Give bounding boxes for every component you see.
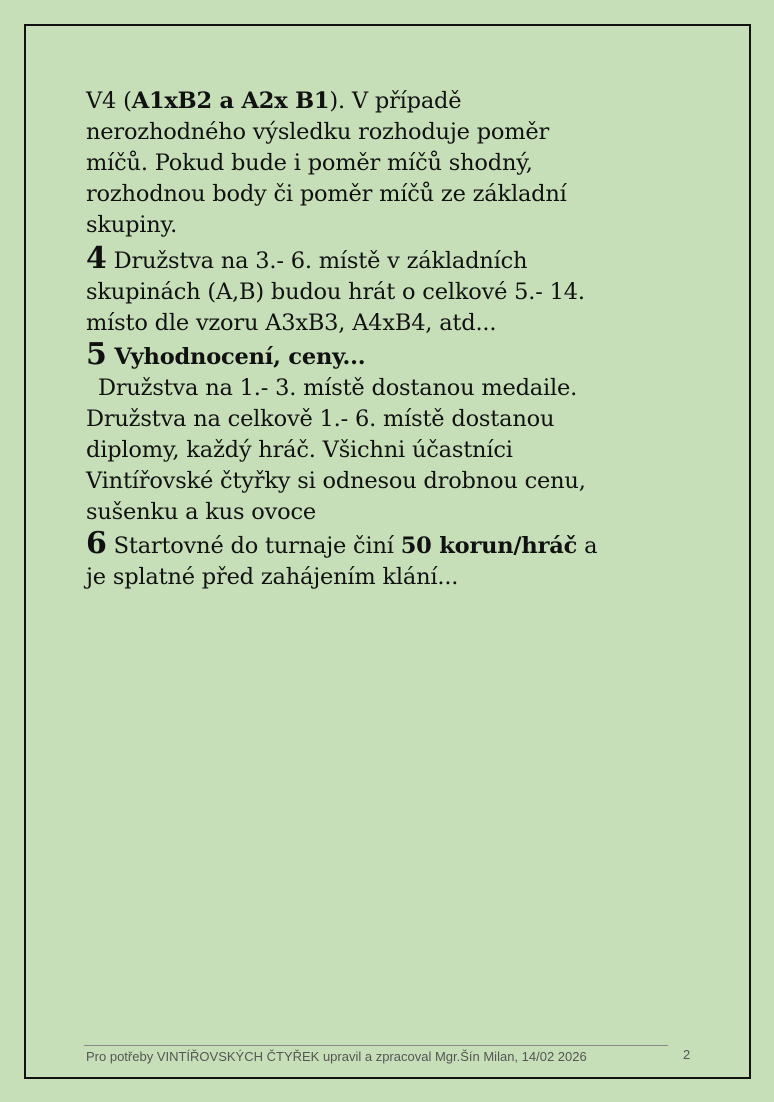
section-5-line-5: sušenku a kus ovoce: [86, 499, 316, 525]
section-4-line-1: Družstva na 3.- 6. místě v základních: [106, 248, 528, 274]
footer-divider: [84, 1045, 668, 1046]
section-5-heading: Vyhodnocení, ceny...: [106, 344, 366, 370]
intro-text-1: V4 (: [86, 88, 132, 114]
section-5-number: 5: [86, 337, 107, 372]
section-6-fee: 50 korun/hráč: [400, 533, 578, 559]
intro-line-2: nerozhodného výsledku rozhoduje poměr: [86, 119, 550, 145]
intro-line-3: míčů. Pokud bude i poměr míčů shodný,: [86, 150, 533, 176]
section-6-text-2: a: [577, 533, 598, 559]
section-5: [86, 339, 696, 528]
intro-paragraph: [86, 86, 696, 241]
intro-bold-matchups: A1xB2 a A2x B1: [131, 88, 330, 114]
document-body: [86, 86, 696, 593]
section-4: [86, 243, 696, 339]
section-6-line-2: je splatné před zahájením klání...: [86, 564, 459, 590]
section-5-line-2: Družstva na celkově 1.- 6. místě dostanou: [86, 406, 555, 432]
section-6-number: 6: [86, 526, 107, 561]
section-5-line-1: Družstva na 1.- 3. místě dostanou medaile.: [98, 375, 578, 401]
footer-text: Pro potřeby VINTÍŘOVSKÝCH ČTYŘEK upravil a zpracoval Mgr.Šín Milan, 14/02 2026: [86, 1049, 587, 1064]
page-number: 2: [683, 1047, 691, 1062]
section-6: [86, 528, 696, 593]
section-5-line-4: Vintířovské čtyřky si odnesou drobnou cenu,: [86, 468, 586, 494]
section-4-line-3: místo dle vzoru A3xB3, A4xB4, atd...: [86, 310, 497, 336]
intro-line-4: rozhodnou body či poměr míčů ze základní: [86, 181, 567, 207]
intro-line-5: skupiny.: [86, 212, 178, 238]
section-4-line-2: skupinách (A,B) budou hrát o celkové 5.- 14.: [86, 279, 585, 305]
section-6-text-1: Startovné do turnaje činí: [106, 533, 401, 559]
section-4-number: 4: [86, 241, 107, 276]
intro-text-2: ). V případě: [329, 88, 462, 114]
section-5-line-3: diplomy, každý hráč. Všichni účastníci: [86, 437, 513, 463]
